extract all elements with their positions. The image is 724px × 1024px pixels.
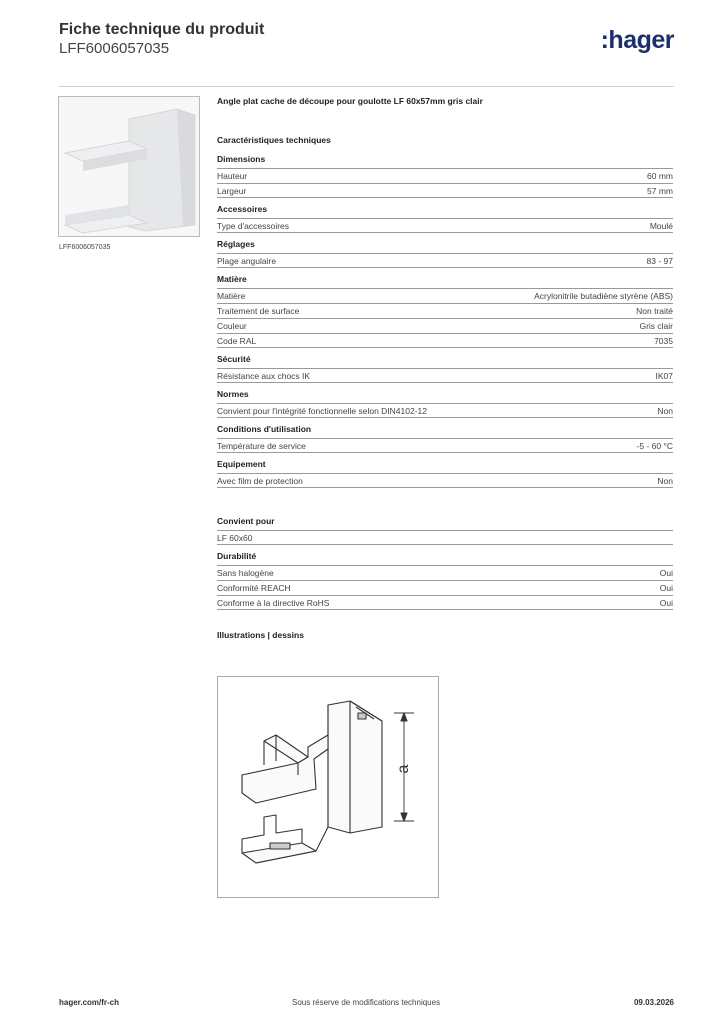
product-image (58, 96, 200, 237)
spec-label: Avec film de protection (217, 476, 303, 486)
section-heading: Normes (217, 389, 249, 399)
spec-value: Oui (659, 568, 673, 578)
spec-label: Température de service (217, 441, 306, 451)
page-header (59, 20, 674, 58)
spec-label: Résistance aux chocs IK (217, 371, 311, 381)
hager-logo: :hager (600, 26, 674, 54)
spec-row (217, 473, 673, 488)
section-heading: Convient pour (217, 516, 275, 526)
spec-value: Oui (659, 598, 673, 608)
spec-section (217, 351, 673, 383)
characteristics-heading: Caractéristiques techniques (217, 135, 331, 145)
spec-row (217, 183, 673, 198)
spec-row (217, 580, 673, 595)
spec-value: 83 - 97 (646, 256, 673, 266)
spec-value: IK07 (655, 371, 673, 381)
spec-label: Convient pour l'intégrité fonctionnelle selon DIN4102-12 (217, 406, 428, 416)
angle-drawing-icon (218, 677, 438, 897)
spec-table (217, 253, 673, 268)
spec-value: Moulé (649, 221, 673, 231)
spec-value: Non (657, 406, 673, 416)
spec-section (217, 201, 673, 233)
spec-row (217, 595, 673, 610)
section-heading: Equipement (217, 459, 266, 469)
product-photo-icon (59, 97, 199, 236)
spec-value: 7035 (654, 336, 673, 346)
spec-label: Traitement de surface (217, 306, 300, 316)
spec-row (217, 288, 673, 303)
spec-table (217, 368, 673, 383)
spec-label: Conforme à la directive RoHS (217, 598, 330, 608)
spec-value: Non (657, 476, 673, 486)
spec-value: Non traité (636, 306, 673, 316)
section-heading: Accessoires (217, 204, 268, 214)
footer-website-link[interactable]: hager.com/fr-ch (59, 998, 120, 1007)
spec-table (217, 565, 673, 610)
spec-sections-secondary (217, 513, 673, 610)
spec-row (217, 253, 673, 268)
spec-row (217, 530, 673, 545)
spec-table (217, 288, 673, 348)
spec-label: LF 60x60 (217, 533, 253, 543)
spec-row (217, 368, 673, 383)
section-heading: Conditions d'utilisation (217, 424, 312, 434)
section-heading: Dimensions (217, 154, 266, 164)
spec-value: Oui (659, 583, 673, 593)
spec-section (217, 236, 673, 268)
spec-table (217, 168, 673, 198)
spec-label: Conformité REACH (217, 583, 291, 593)
dimension-label: a (395, 764, 412, 774)
spec-section (217, 386, 673, 418)
spec-table (217, 530, 673, 545)
spec-label: Sans halogène (217, 568, 274, 578)
spec-row (217, 168, 673, 183)
spec-section (217, 151, 673, 198)
spec-label: Type d'accessoires (217, 221, 290, 231)
spec-value: Acrylonitrile butadiène styrène (ABS) (534, 291, 673, 301)
spec-row (217, 403, 673, 418)
spec-table (217, 218, 673, 233)
spec-label: Couleur (217, 321, 247, 331)
spec-row (217, 565, 673, 580)
spec-section (217, 421, 673, 453)
spec-content (217, 96, 673, 644)
spec-label: Code RAL (217, 336, 257, 346)
spec-value: 57 mm (647, 186, 673, 196)
product-title: Angle plat cache de découpe pour goulotte LF 60x57mm gris clair (217, 96, 483, 106)
image-caption: LFF6006057035 (59, 244, 111, 251)
section-heading: Réglages (217, 239, 255, 249)
spec-label: Largeur (217, 186, 247, 196)
spec-label: Matière (217, 291, 246, 301)
spec-table (217, 438, 673, 453)
footer-notice: Sous réserve de modifications techniques (292, 998, 441, 1007)
spec-row (217, 333, 673, 348)
footer-date: 09.03.2026 (633, 998, 674, 1007)
header-divider (59, 86, 674, 87)
spec-value: 60 mm (647, 171, 673, 181)
spec-section (217, 271, 673, 348)
spec-label: Plage angulaire (217, 256, 277, 266)
product-reference: LFF6006057035 (59, 40, 170, 57)
spec-row (217, 218, 673, 233)
technical-drawing (217, 676, 439, 898)
spec-label: Hauteur (217, 171, 248, 181)
spec-row (217, 438, 673, 453)
spec-value: Gris clair (639, 321, 673, 331)
spec-value: -5 - 60 °C (636, 441, 673, 451)
spec-table (217, 403, 673, 418)
section-heading: Sécurité (217, 354, 251, 364)
section-heading: Matière (217, 274, 247, 284)
page-title: Fiche technique du produit (59, 21, 265, 38)
spec-section (217, 548, 673, 610)
spec-table (217, 473, 673, 488)
spec-section (217, 513, 673, 545)
illustrations-heading: Illustrations | dessins (217, 630, 304, 640)
spec-row (217, 318, 673, 333)
spec-sections (217, 151, 673, 488)
spec-section (217, 456, 673, 488)
spec-row (217, 303, 673, 318)
section-heading: Durabilité (217, 551, 257, 561)
